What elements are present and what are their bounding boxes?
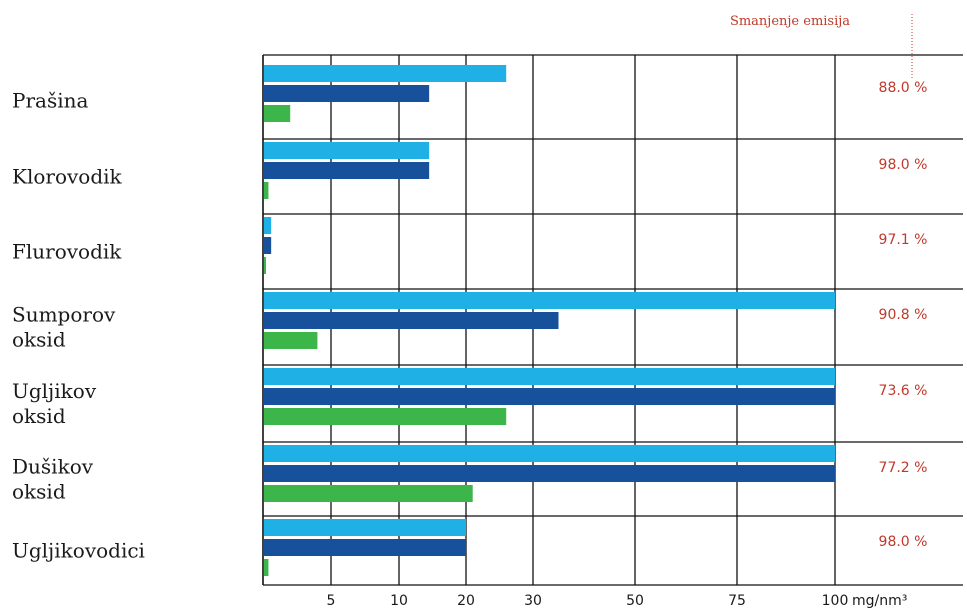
bar: [264, 65, 506, 82]
bar: [264, 85, 429, 102]
x-tick-label: 50: [626, 593, 644, 609]
bar: [264, 408, 506, 425]
reduction-label: 98.0 %: [878, 157, 928, 173]
label-layer: [12, 80, 927, 609]
category-label: Ugljikov: [12, 379, 97, 403]
reduction-label: 77.2 %: [878, 460, 928, 476]
bar: [264, 105, 290, 122]
category-label: Flurovodik: [12, 239, 122, 264]
bar: [264, 388, 835, 405]
bar: [264, 332, 317, 349]
bar-layer: [264, 65, 835, 576]
bar: [264, 312, 559, 329]
bar: [264, 182, 268, 199]
category-label: oksid: [12, 327, 66, 352]
reduction-column-header: Smanjenje emisija: [729, 14, 851, 29]
reduction-label: 90.8 %: [878, 307, 928, 323]
bar: [264, 142, 429, 159]
reduction-label: 98.0 %: [878, 534, 928, 550]
bar: [264, 237, 271, 254]
x-tick-label: 100: [821, 593, 849, 609]
category-label: Klorovodik: [12, 164, 122, 189]
bar: [264, 217, 271, 234]
x-tick-label: 75: [728, 593, 746, 609]
reduction-label: 97.1 %: [878, 232, 928, 248]
x-tick-label: 5: [326, 593, 336, 609]
x-tick-label: 20: [457, 593, 475, 609]
x-tick-label: 30: [524, 593, 542, 609]
category-label: Dušikov: [12, 454, 94, 479]
category-label: Ugljikovodici: [12, 538, 145, 563]
category-label: oksid: [12, 479, 66, 504]
x-axis-unit-label: mg/nm³: [852, 593, 908, 609]
bar: [264, 257, 266, 274]
bar: [264, 559, 268, 576]
bar: [264, 539, 466, 556]
reduction-label: 88.0 %: [878, 80, 928, 96]
bar: [264, 368, 835, 385]
bar: [264, 445, 835, 462]
category-label: Prašina: [12, 88, 89, 113]
x-tick-label: 10: [390, 593, 408, 609]
bar: [264, 519, 466, 536]
bar: [264, 485, 473, 502]
category-label: oksid: [12, 404, 66, 428]
bar: [264, 162, 429, 179]
category-label: Sumporov: [12, 302, 116, 327]
bar: [264, 465, 835, 482]
bar: [264, 292, 835, 309]
reduction-label: 73.6 %: [878, 383, 928, 399]
